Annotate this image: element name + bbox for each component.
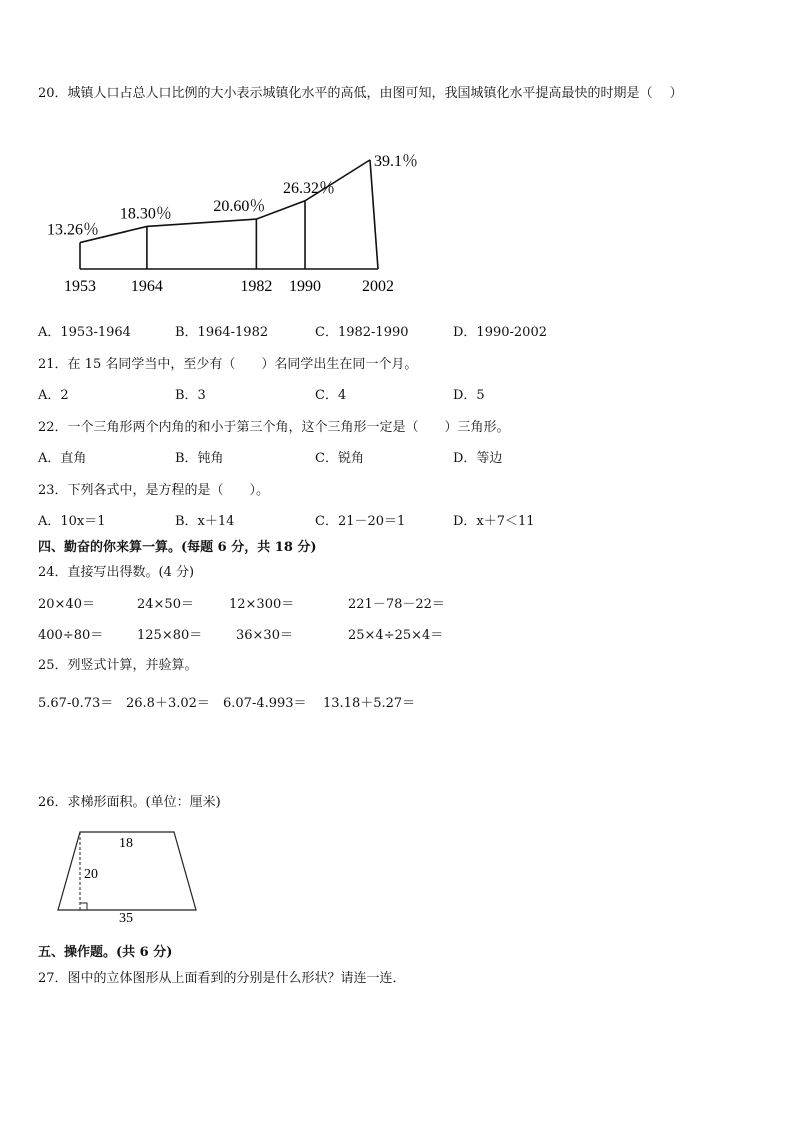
chart-data-label: 18.30％ — [119, 205, 172, 223]
q27-text: 27．图中的立体图形从上面看到的分别是什么形状？请连一连． — [38, 971, 406, 986]
q24-item: 20×40＝ — [38, 597, 95, 612]
q21-option-c[interactable]: C．4 — [315, 388, 347, 403]
q21-option-a[interactable]: A．2 — [38, 388, 69, 403]
q24-item: 221－78－22＝ — [348, 597, 445, 612]
chart-year-label: 1964 — [130, 278, 163, 295]
q20-option-a[interactable]: A．1953-1964 — [38, 325, 131, 340]
chart-year-label: 1953 — [64, 278, 96, 295]
chart-year-label: 1982 — [240, 278, 273, 295]
q21-text: 21．在 15 名同学当中，至少有（ ）名同学出生在同一个月。 — [38, 357, 418, 372]
q24-item: 400÷80＝ — [38, 628, 104, 643]
section5-title: 五、操作题。(共 6 分) — [38, 945, 173, 960]
trapezoid-top-label: 18 — [119, 836, 133, 851]
q23-option-c[interactable]: C．21－20＝1 — [315, 514, 406, 529]
q20-text: 20．城镇人口占总人口比例的大小表示城镇化水平的高低，由图可知，我国城镇化水平提高最快的时期是（ ） — [38, 86, 683, 101]
q22-option-d[interactable]: D．等边 — [453, 451, 503, 466]
q22-option-c[interactable]: C．锐角 — [315, 451, 364, 466]
q24-item: 125×80＝ — [137, 628, 203, 643]
q23-text: 23．下列各式中，是方程的是（ ）。 — [38, 483, 270, 498]
right-angle-mark — [80, 903, 87, 910]
chart-year-label: 2002 — [362, 278, 394, 295]
q25-item: 26.8＋3.02＝ — [126, 696, 210, 711]
q25-text: 25．列竖式计算，并验算。 — [38, 658, 198, 673]
chart-data-label: 20.60％ — [213, 198, 266, 216]
chart-data-label: 26.32％ — [283, 179, 336, 197]
q24-item: 36×30＝ — [236, 628, 293, 643]
q22-text: 22．一个三角形两个内角的和小于第三个角，这个三角形一定是（ ）三角形。 — [38, 420, 510, 435]
chart-data-label: 39.1％ — [374, 152, 419, 170]
q20-option-b[interactable]: B．1964-1982 — [175, 325, 269, 340]
q23-option-d[interactable]: D．x＋7＜11 — [453, 514, 535, 529]
section4-title: 四、勤奋的你来算一算。(每题 6 分，共 18 分) — [38, 540, 317, 555]
q23-option-b[interactable]: B．x＋14 — [175, 514, 235, 529]
chart-right-edge — [370, 160, 378, 269]
q25-item: 6.07-4.993＝ — [223, 696, 307, 711]
q25-item: 5.67-0.73＝ — [38, 696, 114, 711]
q25-item: 13.18＋5.27＝ — [323, 696, 416, 711]
q21-option-b[interactable]: B．3 — [175, 388, 206, 403]
chart-year-label: 1990 — [289, 278, 322, 295]
q26-text: 26．求梯形面积。(单位：厘米) — [38, 795, 221, 810]
q23-option-a[interactable]: A．10x＝1 — [38, 514, 106, 529]
q24-text: 24．直接写出得数。(4 分) — [38, 565, 195, 580]
q24-item: 12×300＝ — [229, 597, 295, 612]
chart-data-label: 13.26％ — [47, 221, 100, 239]
q24-item: 24×50＝ — [137, 597, 194, 612]
trapezoid-height-label: 20 — [84, 867, 98, 882]
trapezoid-bottom-label: 35 — [119, 911, 133, 925]
q20-option-c[interactable]: C．1982-1990 — [315, 325, 409, 340]
q21-option-d[interactable]: D．5 — [453, 388, 485, 403]
q22-option-b[interactable]: B．钝角 — [175, 451, 224, 466]
q20-option-d[interactable]: D．1990-2002 — [453, 325, 547, 340]
q24-item: 25×4÷25×4＝ — [348, 628, 444, 643]
trapezoid-figure — [50, 825, 210, 925]
q22-option-a[interactable]: A．直角 — [38, 451, 87, 466]
